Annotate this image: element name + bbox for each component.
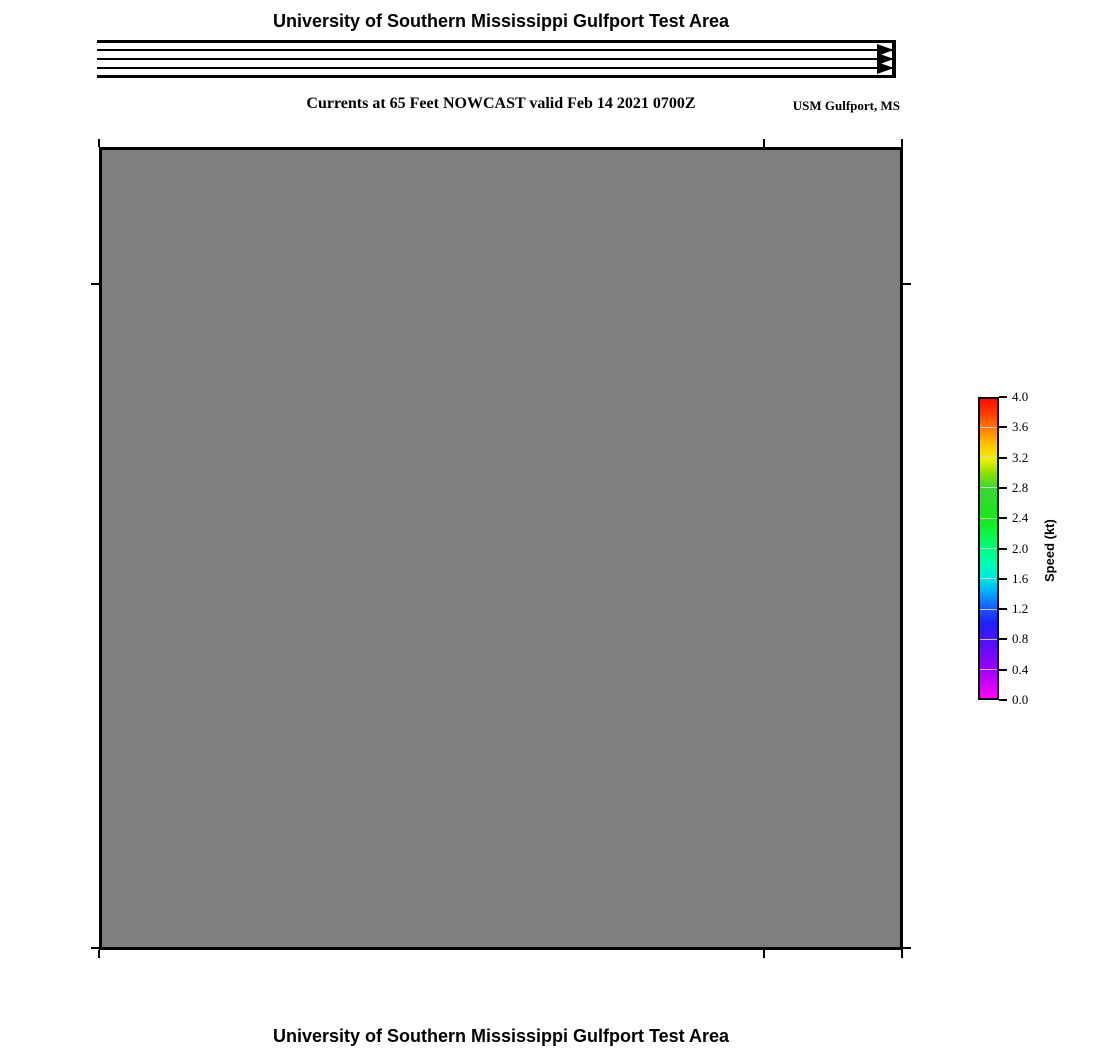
colorbar-gridline bbox=[980, 548, 997, 549]
colorbar-tick bbox=[999, 426, 1007, 428]
banner-top-bar bbox=[97, 40, 896, 43]
colorbar-gridline bbox=[980, 518, 997, 519]
colorbar-gridline bbox=[980, 487, 997, 488]
colorbar-tick bbox=[999, 517, 1007, 519]
arrow-banner bbox=[97, 40, 896, 78]
footer-title: University of Southern Mississippi Gulfport Test Area bbox=[272, 1026, 730, 1046]
colorbar-tick-label: 2.0 bbox=[1012, 540, 1029, 556]
banner-line bbox=[97, 67, 892, 69]
colorbar-tick-label: 2.4 bbox=[1012, 510, 1029, 526]
axis-tick bbox=[901, 950, 903, 958]
axis-tick bbox=[91, 947, 99, 949]
banner-line bbox=[97, 49, 892, 51]
chart-subtitle: Currents at 65 Feet NOWCAST valid Feb 14 2021 0700Z bbox=[306, 95, 696, 112]
banner-bottom-bar bbox=[97, 75, 896, 78]
colorbar-tick-label: 1.2 bbox=[1012, 601, 1029, 617]
colorbar-tick-label: 1.6 bbox=[1012, 570, 1029, 586]
axis-tick bbox=[903, 947, 911, 949]
colorbar-tick bbox=[999, 548, 1007, 550]
banner-line bbox=[97, 58, 892, 60]
map-panel bbox=[99, 147, 903, 950]
axis-tick bbox=[98, 139, 100, 147]
colorbar bbox=[978, 389, 1048, 707]
colorbar-tick-label: 2.8 bbox=[1012, 479, 1029, 495]
colorbar-gridline bbox=[980, 609, 997, 610]
attribution-label: USM Gulfport, MS bbox=[792, 98, 900, 113]
colorbar-gridline bbox=[980, 578, 997, 579]
page-title: University of Southern Mississippi Gulfport Test Area bbox=[272, 11, 730, 31]
colorbar-gridline bbox=[980, 457, 997, 458]
colorbar-tick-label: 4.0 bbox=[1012, 389, 1029, 404]
colorbar-gridline bbox=[980, 639, 997, 640]
axis-tick bbox=[903, 283, 911, 285]
colorbar-tick bbox=[999, 638, 1007, 640]
colorbar-tick bbox=[999, 669, 1007, 671]
colorbar-axis-label: Speed (kt) bbox=[1042, 519, 1057, 583]
colorbar-tick bbox=[999, 699, 1007, 701]
colorbar-tick-label: 0.0 bbox=[1012, 692, 1029, 707]
colorbar-gridline bbox=[980, 669, 997, 670]
colorbar-tick-label: 3.6 bbox=[1012, 419, 1029, 435]
colorbar-tick bbox=[999, 396, 1007, 398]
axis-tick bbox=[91, 283, 99, 285]
axis-tick bbox=[763, 139, 765, 147]
colorbar-tick-label: 0.4 bbox=[1012, 661, 1029, 677]
colorbar-tick bbox=[999, 487, 1007, 489]
colorbar-tick bbox=[999, 608, 1007, 610]
colorbar-gridline bbox=[980, 427, 997, 428]
banner-right-bar bbox=[892, 40, 896, 78]
axis-tick bbox=[763, 950, 765, 958]
axis-tick bbox=[98, 950, 100, 958]
axis-tick bbox=[901, 139, 903, 147]
colorbar-tick-label: 0.8 bbox=[1012, 631, 1029, 647]
colorbar-tick-label: 3.2 bbox=[1012, 449, 1029, 465]
colorbar-tick bbox=[999, 578, 1007, 580]
colorbar-tick bbox=[999, 457, 1007, 459]
